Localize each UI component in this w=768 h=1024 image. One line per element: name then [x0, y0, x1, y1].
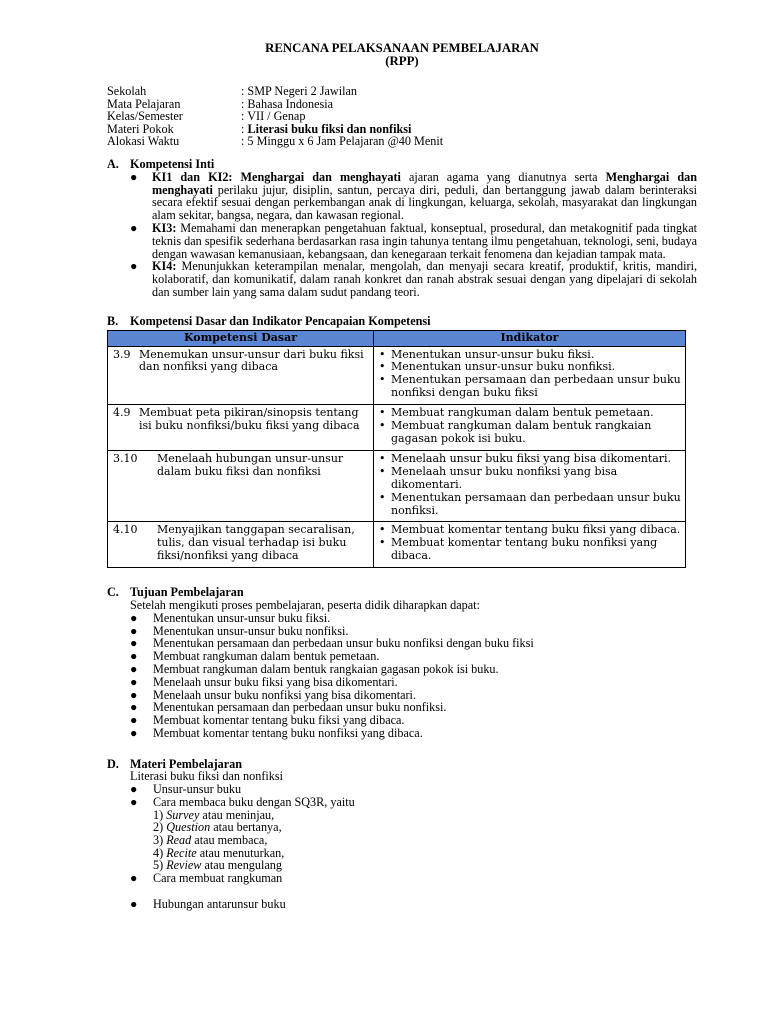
indikator-text: Menentukan unsur-unsur buku nonfiksi. — [391, 360, 616, 374]
ki-bold: Menghargai dan menghayati — [152, 169, 697, 197]
bullet-icon: ● — [130, 610, 138, 625]
identity-label: Kelas/Semester — [107, 109, 183, 124]
step-text: atau meninjau, — [199, 807, 275, 822]
materi-pokok-value: Literasi buku fiksi dan nonfiksi — [247, 121, 412, 136]
indikator-text: Membuat komentar tentang buku fiksi yang dibaca. — [391, 523, 681, 537]
indikator-text: Membuat rangkuman dalam bentuk pemetaan. — [391, 406, 654, 420]
identity-row — [107, 98, 697, 111]
bullet-icon: ● — [130, 259, 138, 274]
bullet-icon: • — [379, 373, 386, 387]
list-item-text: Membuat rangkuman dalam bentuk rangkaian gagasan pokok isi buku. — [153, 661, 499, 676]
ki-item — [107, 260, 697, 298]
list-item — [107, 676, 697, 689]
bullet-icon: • — [379, 523, 386, 537]
ki-bold: KI4: — [152, 259, 177, 274]
bullet-icon: ● — [130, 169, 138, 184]
section-letter: A. — [107, 156, 119, 171]
step-term: Question — [166, 820, 211, 835]
step-number: 2) — [153, 820, 167, 835]
kd-cell — [108, 405, 374, 451]
list-item-text: Membuat komentar tentang buku fiksi yang dibaca. — [153, 713, 405, 728]
identity-value: : 5 Minggu x 6 Jam Pelajaran @40 Menit — [241, 134, 444, 149]
list-item — [107, 872, 697, 885]
tujuan-list — [107, 612, 697, 740]
ki-text — [152, 260, 697, 298]
list-item — [107, 727, 697, 740]
indikator-cell — [374, 405, 686, 451]
bullet-icon: • — [379, 406, 386, 420]
list-item-text: Menelaah unsur buku nonfiksi yang bisa dikomentari. — [153, 687, 416, 702]
indikator-cell — [374, 522, 686, 568]
ki-bold: KI1 dan KI2: Menghargai dan menghayati — [152, 169, 401, 184]
bullet-icon: ● — [130, 782, 138, 797]
ki-body: Menunjukkan keterampilan menalar, mengolah, dan menyaji secara kreatif, produktif, kritis, mandiri, kolaboratif, dan komunikatif, dalam ranah konkret dan ranah abstrak sesuai dengan yang dipelajari di sekolah dan sumber lain yang sama dalam sudut pandang teori. — [152, 259, 697, 299]
step-term: Recite — [166, 845, 197, 860]
step-text: atau bertanya, — [210, 820, 282, 835]
identity-label: Mata Pelajaran — [107, 96, 181, 111]
list-item-text: Membuat rangkuman dalam bentuk pemetaan. — [153, 649, 380, 664]
kd-cell — [108, 346, 374, 405]
materi-intro: Literasi buku fiksi dan nonfiksi — [130, 769, 283, 784]
section-title: Tujuan Pembelajaran — [130, 585, 244, 600]
indikator-cell — [374, 450, 686, 522]
tujuan-intro: Setelah mengikuti proses pembelajaran, peserta didik diharapkan dapat: — [130, 597, 480, 612]
ki-item — [107, 222, 697, 260]
bullet-icon: ● — [130, 687, 138, 702]
bullet-icon: ● — [130, 713, 138, 728]
materi-list — [107, 783, 697, 910]
step-text: atau mengulang — [201, 858, 282, 873]
bullet-icon: ● — [130, 795, 138, 810]
indikator-text: Menelaah unsur buku nonfiksi yang bisa dikomentari. — [391, 464, 618, 491]
step-text: atau menuturkan, — [196, 845, 285, 860]
document-page — [107, 42, 697, 910]
kd-number: 4.10 — [113, 523, 138, 537]
kd-header-cell: Kompetensi Dasar — [108, 330, 374, 346]
kd-table-header — [108, 330, 686, 346]
bullet-icon: ● — [130, 220, 138, 235]
section-heading — [107, 586, 697, 599]
bullet-icon: ● — [130, 700, 138, 715]
table-row — [108, 522, 686, 568]
list-item-text: Hubungan antarunsur buku — [153, 896, 286, 911]
bullet-icon: • — [379, 536, 386, 550]
indikator-cell — [374, 346, 686, 405]
step-term: Read — [166, 833, 192, 848]
ki-body: perilaku jujur, disiplin, santun, percaya diri, peduli, dan bertanggung jawab dalam berinteraksi secara efektif sesuai dengan perkembangan anak di lingkungan, keluarga, sekolah, masyarakat dan lingkungan alam sekitar, bangsa, negara, dan kawasan regional. — [152, 182, 697, 223]
bullet-icon: ● — [130, 649, 138, 664]
list-item — [107, 663, 697, 676]
identity-table — [107, 85, 697, 148]
list-item — [107, 714, 697, 727]
section-letter: D. — [107, 756, 119, 771]
bullet-icon: • — [379, 347, 386, 361]
bullet-icon: ● — [130, 623, 138, 638]
list-item — [107, 898, 697, 911]
list-item-text: Menentukan persamaan dan perbedaan unsur buku nonfiksi dengan buku fiksi — [153, 636, 534, 651]
step-number: 5) — [153, 858, 167, 873]
ki-item — [107, 171, 697, 222]
indikator-text: Menelaah unsur buku fiksi yang bisa dikomentari. — [391, 451, 672, 465]
list-item-text: Membuat komentar tentang buku nonfiksi yang dibaca. — [153, 725, 423, 740]
bullet-icon: • — [379, 490, 386, 504]
identity-value: : VII / Genap — [241, 109, 306, 124]
kd-text: Membuat peta pikiran/sinopsis tentang isi buku nonfiksi/buku fiksi yang dibaca — [139, 406, 360, 433]
section-materi-pembelajaran — [107, 758, 697, 911]
table-row — [108, 405, 686, 451]
ki-text — [152, 222, 697, 260]
step-number: 4) — [153, 845, 167, 860]
document-title — [107, 42, 697, 68]
bullet-icon: ● — [130, 636, 138, 651]
indikator-text: Menentukan unsur-unsur buku fiksi. — [391, 347, 595, 361]
identity-label: Sekolah — [107, 84, 147, 98]
kd-number: 3.9 — [113, 347, 131, 361]
section-tujuan-pembelajaran — [107, 586, 697, 740]
ki-body: ajaran agama yang dianutnya serta — [400, 169, 606, 184]
indikator-text: Membuat komentar tentang buku nonfiksi yang dibaca. — [391, 536, 658, 563]
kd-table — [107, 330, 686, 569]
kd-cell — [108, 522, 374, 568]
kd-number: 3.10 — [113, 451, 138, 465]
title-line-2: (RPP) — [385, 54, 419, 68]
kd-number: 4.9 — [113, 406, 131, 420]
section-title: Kompetensi Dasar dan Indikator Pencapaian Kompetensi — [130, 313, 431, 328]
ki-text — [152, 171, 697, 222]
bullet-icon: • — [379, 419, 386, 433]
section-kompetensi-inti — [107, 158, 697, 299]
sq3r-step — [107, 859, 697, 872]
bullet-icon: ● — [130, 661, 138, 676]
identity-value-prefix: : — [241, 121, 248, 136]
bullet-icon: ● — [130, 674, 138, 689]
list-item-text: Unsur-unsur buku — [153, 782, 242, 797]
identity-label: Materi Pokok — [107, 121, 174, 136]
list-item — [107, 650, 697, 663]
identity-row — [107, 85, 697, 98]
kd-cell — [108, 450, 374, 522]
list-item-text: Menentukan unsur-unsur buku nonfiksi. — [153, 623, 349, 638]
step-term: Survey — [166, 807, 200, 822]
section-letter: B. — [107, 313, 119, 328]
section-title: Materi Pembelajaran — [130, 756, 243, 771]
identity-value: : SMP Negeri 2 Jawilan — [241, 84, 357, 98]
kd-text: Menyajikan tanggapan secaralisan, tulis, dan visual terhadap isi buku fiksi/nonfiksi yang dibaca — [157, 523, 355, 563]
bullet-icon: • — [379, 360, 386, 374]
section-letter: C. — [107, 585, 119, 600]
section-kompetensi-dasar — [107, 315, 697, 568]
list-item-text: Cara membuat rangkuman — [153, 870, 283, 885]
bullet-icon: • — [379, 451, 386, 465]
indikator-text: Membuat rangkuman dalam bentuk rangkaian gagasan pokok isi buku. — [391, 419, 652, 445]
indikator-text: Menentukan persamaan dan perbedaan unsur buku nonfiksi dengan buku fiksi — [391, 373, 681, 400]
step-number: 1) — [153, 807, 167, 822]
identity-row — [107, 135, 697, 148]
table-row — [108, 346, 686, 405]
list-item-text: Menentukan persamaan dan perbedaan unsur buku nonfiksi. — [153, 700, 447, 715]
kd-text: Menemukan unsur-unsur dari buku fiksi dan nonfiksi yang dibaca — [139, 347, 364, 374]
indikator-header-cell: Indikator — [374, 330, 686, 346]
step-number: 3) — [153, 833, 167, 848]
identity-value: : Bahasa Indonesia — [241, 96, 334, 111]
table-row — [108, 450, 686, 522]
bullet-icon: ● — [130, 896, 138, 911]
list-item-text: Menelaah unsur buku fiksi yang bisa dikomentari. — [153, 674, 398, 689]
bullet-icon: ● — [130, 725, 138, 740]
kd-text: Menelaah hubungan unsur-unsur dalam buku fiksi dan nonfiksi — [157, 451, 344, 478]
ki-bold: KI3: — [152, 220, 177, 235]
list-item-text: Menentukan unsur-unsur buku fiksi. — [153, 610, 331, 625]
step-text: atau membaca, — [191, 833, 268, 848]
list-item-text: Cara membaca buku dengan SQ3R, yaitu — [153, 795, 355, 810]
identity-label: Alokasi Waktu — [107, 134, 180, 149]
step-term: Review — [166, 858, 202, 873]
title-line-1: RENCANA PELAKSANAAN PEMBELAJARAN — [265, 41, 539, 55]
section-heading — [107, 315, 697, 328]
list-item — [107, 612, 697, 625]
indikator-text: Menentukan persamaan dan perbedaan unsur buku nonfiksi. — [391, 490, 681, 517]
ki-body: Memahami dan menerapkan pengetahuan faktual, konseptual, prosedural, dan metakognitif pada tingkat teknis dan spesifik sederhana berdasarkan rasa ingin tahunya tentang ilmu pengetahuan, teknologi, seni, budaya dengan wawasan kemanusiaan, kebangsaan, dan kenegaraan terkait fenomena dan kejadian tampak mata. — [152, 220, 697, 261]
bullet-icon: • — [379, 464, 386, 478]
section-title: Kompetensi Inti — [130, 156, 215, 171]
bullet-icon: ● — [130, 870, 138, 885]
